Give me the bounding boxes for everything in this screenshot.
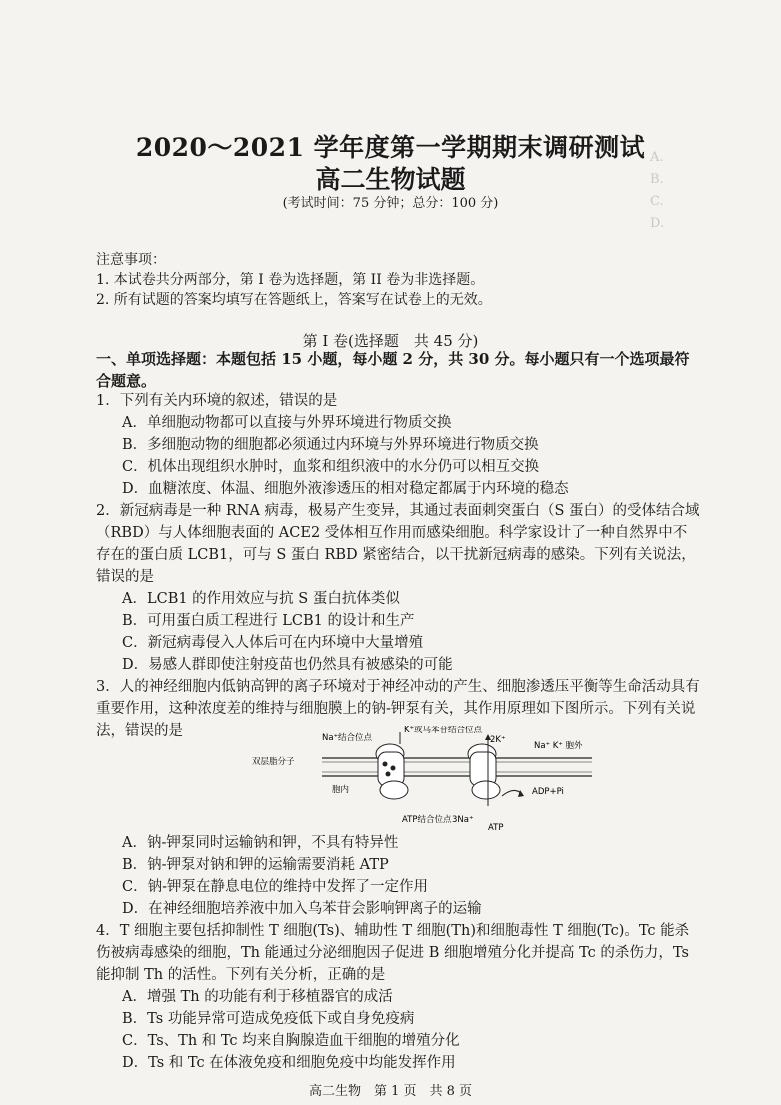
exam-info: (考试时间：75 分钟；总分：100 分) <box>282 196 499 211</box>
option: C．Ts、Th 和 Tc 均来自胸腺造血干细胞的增殖分化 <box>122 1033 460 1049</box>
option: C．钠-钾泵在静息电位的维持中发挥了一定作用 <box>122 879 428 895</box>
label-adp: ADP+Pi <box>532 787 564 797</box>
bleed-through-text: A. <box>650 150 664 165</box>
section-instruction: 一、单项选择题：本题包括 15 小题，每小题 2 分，共 30 分。每小题只有一个选项最符合题意。 <box>96 350 690 390</box>
label-atp: ATP <box>488 823 504 833</box>
sodium-potassium-pump-diagram <box>252 726 612 836</box>
notice-item: 2. 所有试题的答案均填写在答题纸上，答案写在试卷上的无效。 <box>96 292 492 308</box>
option: B．多细胞动物的细胞都必须通过内环境与外界环境进行物质交换 <box>122 437 539 453</box>
label-na-site: Na⁺结合位点 <box>322 733 373 743</box>
option: D．血糖浓度、体温、细胞外液渗透压的相对稳定都属于内环境的稳态 <box>122 481 569 497</box>
label-inside: 胞内 <box>332 785 350 795</box>
pump-left-shape <box>376 732 408 799</box>
option: A．钠-钾泵同时运输钠和钾，不具有特异性 <box>122 835 399 851</box>
option: D．Ts 和 Tc 在体液免疫和细胞免疫中均能发挥作用 <box>122 1055 456 1071</box>
question-stem: 1．下列有关内环境的叙述，错误的是 <box>96 393 338 409</box>
bleed-through-text: B. <box>650 172 664 187</box>
option: A．增强 Th 的功能有利于移植器官的成活 <box>122 989 393 1005</box>
notice-item: 1. 本试卷共分两部分，第 I 卷为选择题，第 II 卷为非选择题。 <box>96 272 485 288</box>
subject-title: 高二生物试题 <box>315 165 466 194</box>
notice-heading: 注意事项： <box>96 252 166 268</box>
label-k-site: K⁺或乌苯苷结合位点 <box>404 726 483 735</box>
question-stem: 4．T 细胞主要包括抑制性 T 细胞(Ts)、辅助性 T 细胞(Th)和细胞毒性 T 细胞(Tc)。Tc 能杀伤被病毒感染的细胞，Th 能通过分泌细胞因子促进 B 细胞增殖分化并提高 Tc 的杀伤力，Ts 能抑制 Th 的活性。下列有关分析，正确的是 <box>96 923 690 983</box>
bleed-through-text: D. <box>650 216 665 231</box>
label-na-k-out: Na⁺ K⁺ 胞外 <box>534 741 583 751</box>
section-title: 第 I 卷(选择题 共 45 分) <box>302 332 479 350</box>
exam-title: 2020～2021 学年度第一学期期末调研测试 <box>135 133 646 162</box>
question-stem: 3．人的神经细胞内低钠高钾的离子环境对于神经冲动的产生、细胞渗透压平衡等生命活动具有重要作用，这种浓度差的维持与细胞膜上的钠-钾泵有关，其作用原理如下图所示。下列有关说法，错误的是 <box>96 679 700 739</box>
bleed-through-text: C. <box>650 194 664 209</box>
option: B．可用蛋白质工程进行 LCB1 的设计和生产 <box>122 613 415 629</box>
option: A．LCB1 的作用效应与抗 S 蛋白抗体类似 <box>122 591 400 607</box>
option: B．钠-钾泵对钠和钾的运输需要消耗 ATP <box>122 857 389 873</box>
option: B．Ts 功能异常可造成免疫低下或自身免疫病 <box>122 1011 415 1027</box>
option: C．新冠病毒侵入人体后可在内环境中大量增殖 <box>122 635 424 651</box>
page-footer: 高二生物 第 1 页 共 8 页 <box>308 1084 473 1099</box>
option: C．机体出现组织水肿时，血浆和组织液中的水分仍可以相互交换 <box>122 459 540 475</box>
option: D．易感人群即使注射疫苗也仍然具有被感染的可能 <box>122 657 453 673</box>
label-2k: 2K⁺ <box>490 735 506 745</box>
label-3na: 3Na⁺ <box>452 815 474 825</box>
option: D．在神经细胞培养液中加入乌苯苷会影响钾离子的运输 <box>122 901 482 917</box>
option: A．单细胞动物都可以直接与外界环境进行物质交换 <box>122 415 452 431</box>
label-bilayer: 双层脂分子 <box>252 757 295 767</box>
membrane <box>322 758 592 776</box>
question-stem: 2．新冠病毒是一种 RNA 病毒，极易产生变异，其通过表面刺突蛋白（S 蛋白）的受体结合域（RBD）与人体细胞表面的 ACE2 受体相互作用而感染细胞。科学家设计了一种自然界中不存在的蛋白质 LCB1，可与 S 蛋白 RBD 紧密结合，以干扰新冠病毒的感染。下列有关说法，错误的是 <box>96 503 700 585</box>
label-atp-site: ATP结合位点 <box>402 815 452 825</box>
